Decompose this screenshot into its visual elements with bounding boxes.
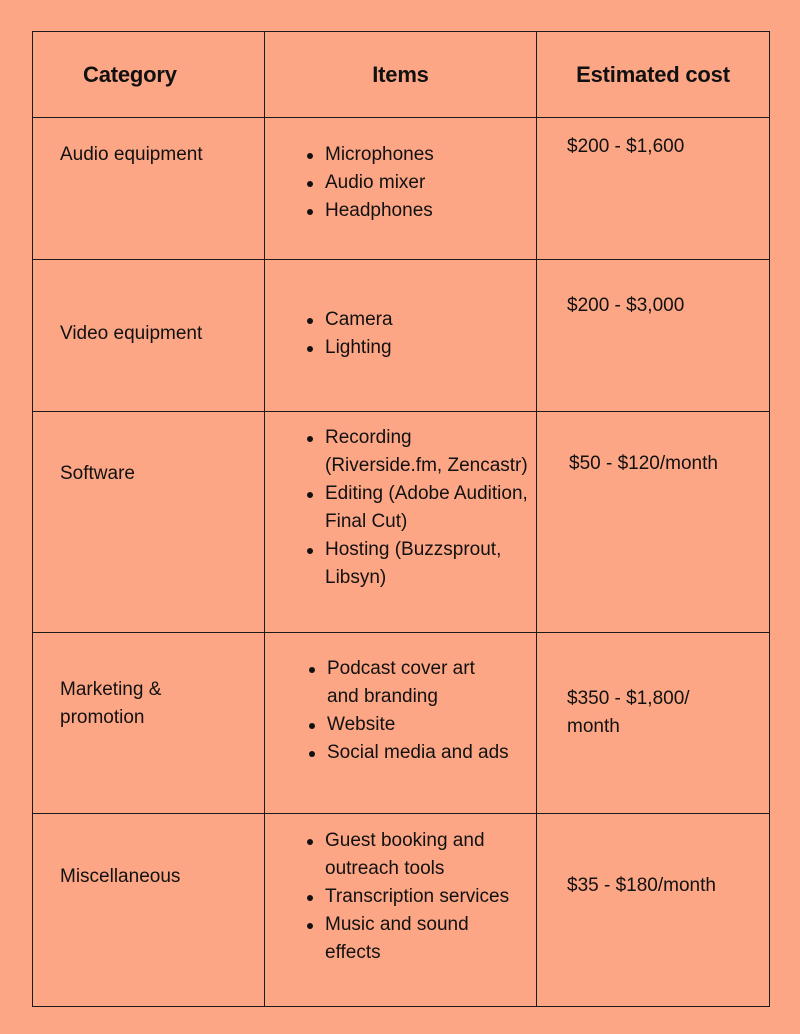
list-item: Guest booking and outreach tools <box>305 827 512 883</box>
items-cell <box>265 633 537 814</box>
category-cell <box>33 260 265 412</box>
items-list <box>305 827 512 967</box>
list-item: Headphones <box>305 197 524 225</box>
cost-value: $200 - $3,000 <box>567 295 685 316</box>
category-label: Software <box>60 463 135 484</box>
list-item: Audio mixer <box>305 169 524 197</box>
table-row <box>33 260 770 412</box>
list-item: Camera <box>305 306 524 334</box>
list-item: Transcription services <box>305 883 512 911</box>
items-list <box>305 306 524 362</box>
category-cell <box>33 814 265 1007</box>
category-label: Audio equipment <box>60 144 203 165</box>
items-list <box>305 424 528 592</box>
list-item: Podcast cover art and branding <box>307 655 510 711</box>
list-item: Recording (Riverside.fm, Zencastr) <box>305 424 528 480</box>
list-item: Music and sound effects <box>305 911 512 967</box>
cost-cell <box>537 633 770 814</box>
items-cell <box>265 814 537 1007</box>
items-cell <box>265 412 537 633</box>
category-cell <box>33 412 265 633</box>
list-item: Hosting (Buzzsprout, Libsyn) <box>305 536 528 592</box>
items-cell <box>265 118 537 260</box>
category-label: Video equipment <box>60 323 203 344</box>
table-row <box>33 633 770 814</box>
table-row <box>33 118 770 260</box>
list-item: Editing (Adobe Audition, Final Cut) <box>305 480 528 536</box>
category-label: Miscellaneous <box>60 866 181 887</box>
header-estimated-cost: Estimated cost <box>537 32 770 118</box>
category-cell <box>33 633 265 814</box>
cost-value: $50 - $120/month <box>569 453 718 474</box>
list-item: Microphones <box>305 141 524 169</box>
category-cell <box>33 118 265 260</box>
list-item: Website <box>307 711 510 739</box>
cost-cell <box>537 814 770 1007</box>
cost-cell <box>537 260 770 412</box>
header-row <box>33 32 770 118</box>
podcast-cost-table <box>32 31 770 1007</box>
cost-cell <box>537 118 770 260</box>
table-row <box>33 412 770 633</box>
items-list <box>307 655 510 767</box>
items-list <box>305 141 524 225</box>
cost-value: $350 - $1,800/ month <box>567 688 690 737</box>
cost-value: $35 - $180/month <box>567 875 716 896</box>
list-item: Social media and ads <box>307 739 510 767</box>
category-label: Marketing & promotion <box>60 679 162 728</box>
table-row <box>33 814 770 1007</box>
list-item: Lighting <box>305 334 524 362</box>
header-items: Items <box>265 32 537 118</box>
items-cell <box>265 260 537 412</box>
header-category: Category <box>33 32 265 118</box>
cost-cell <box>537 412 770 633</box>
cost-value: $200 - $1,600 <box>567 136 685 157</box>
cost-table-frame <box>32 31 769 1003</box>
